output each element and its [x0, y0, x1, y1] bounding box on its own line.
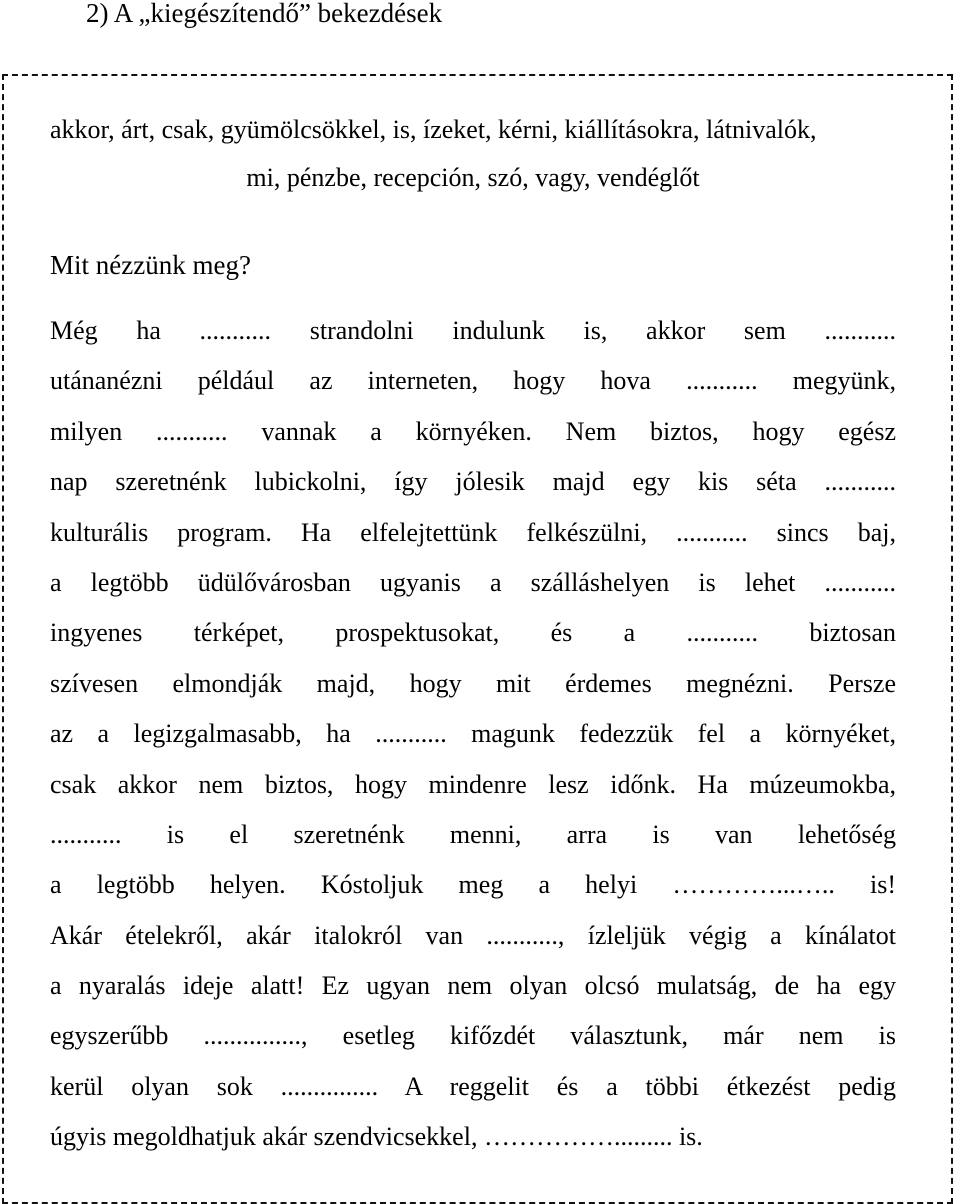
paragraph-line: a nyaralás ideje alatt! Ez ugyan nem olyan olcsó mulatság, de ha egy: [50, 971, 896, 1001]
word-bank-line-1: akkor, árt, csak, gyümölcsökkel, is, ízeket, kérni, kiállításokra, látnivalók,: [50, 115, 817, 144]
word-bank-line-2: mi, pénzbe, recepción, szó, vagy, vendéglőt: [246, 163, 700, 192]
paragraph-line: a legtöbb üdülővárosban ugyanis a szálláshelyen is lehet ...........: [50, 567, 896, 597]
text-title: Mit nézzünk meg?: [50, 250, 251, 280]
paragraph-line: a legtöbb helyen. Kóstoljuk meg a helyi …………...….. is!: [50, 870, 896, 900]
paragraph-line: az a legizgalmasabb, ha ........... magunk fedezzük fel a környéket,: [50, 719, 896, 749]
paragraph-line: nap szeretnénk lubickolni, így jólesik majd egy kis séta ...........: [50, 467, 896, 497]
paragraph-line: Akár ételekről, akár italokról van ..........., ízleljük végig a kínálatot: [50, 920, 896, 950]
section-heading: 2) A „kiegészítendő” bekezdések: [86, 0, 443, 28]
paragraph-line: csak akkor nem biztos, hogy mindenre lesz időnk. Ha múzeumokba,: [50, 769, 896, 799]
paragraph-line: milyen ........... vannak a környéken. Nem biztos, hogy egész: [50, 416, 896, 446]
paragraph-line: szívesen elmondják majd, hogy mit érdemes megnézni. Persze: [50, 668, 896, 698]
paragraph-line: utánanézni például az interneten, hogy hova ........... megyünk,: [50, 366, 896, 396]
exercise-paragraph: [50, 313, 896, 1170]
paragraph-line: úgyis megoldhatjuk akár szendvicsekkel, ……………......... is.: [50, 1122, 703, 1152]
paragraph-line: kulturális program. Ha elfelejtettünk felkészülni, ........... sincs baj,: [50, 517, 896, 547]
paragraph-line: ........... is el szeretnénk menni, arra is van lehetőség: [50, 819, 896, 849]
paragraph-line: kerül olyan sok ............... A reggelit és a többi étkezést pedig: [50, 1071, 896, 1101]
paragraph-line: egyszerűbb ..............., esetleg kifőzdét választunk, már nem is: [50, 1021, 896, 1051]
paragraph-line: ingyenes térképet, prospektusokat, és a ........... biztosan: [50, 618, 896, 648]
paragraph-line: Még ha ........... strandolni indulunk is, akkor sem ...........: [50, 316, 896, 345]
